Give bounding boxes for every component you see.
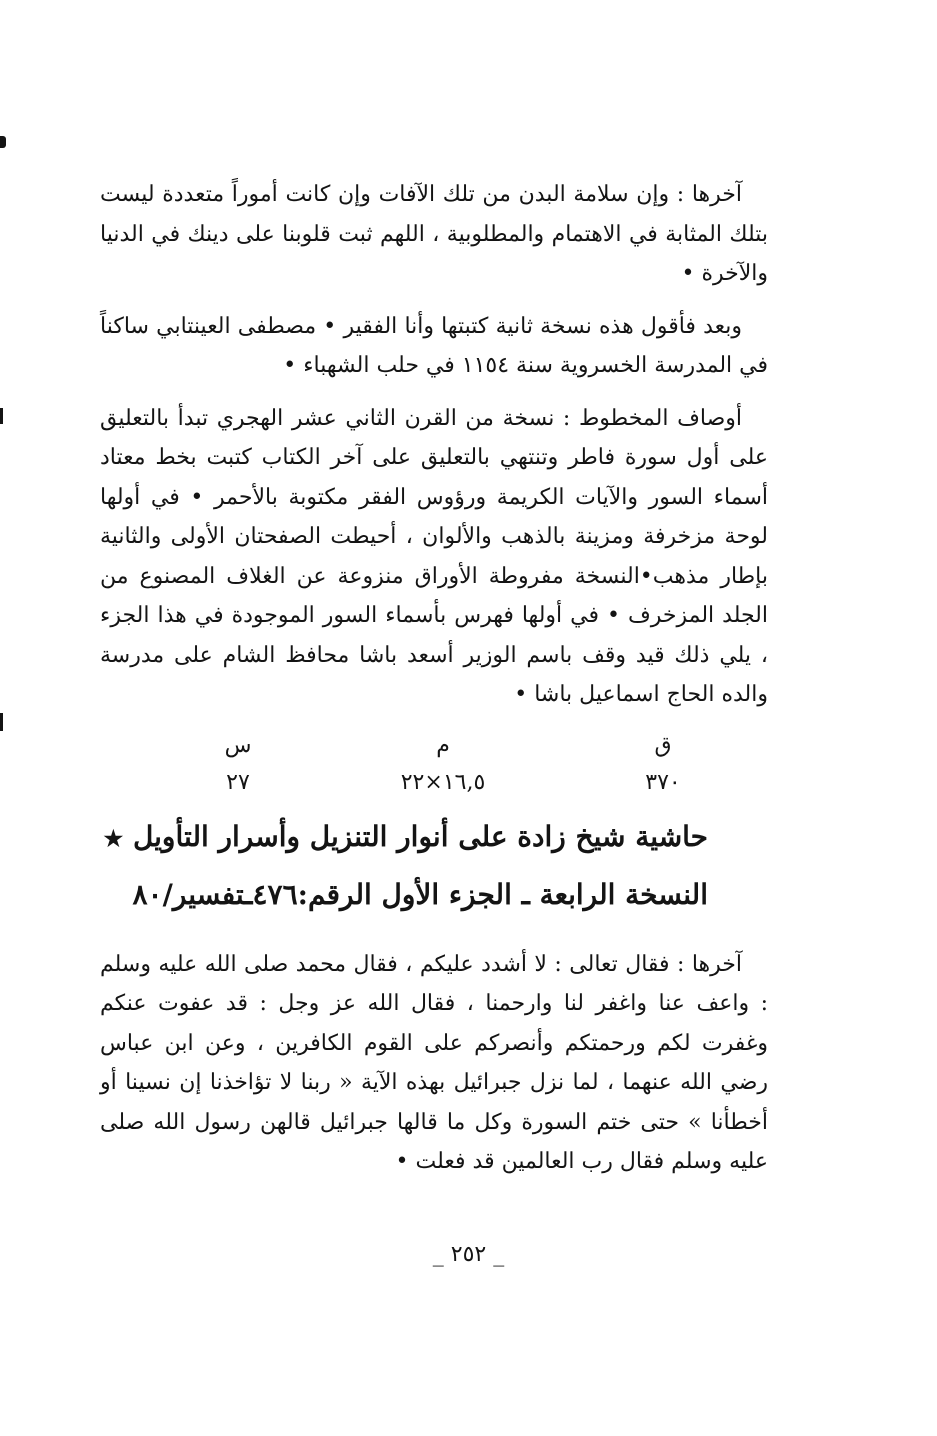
scan-edge-mark [0,408,3,424]
dimension-label: ق [654,732,672,758]
paragraph-text: آخرها : فقال تعالى : لا أشدد عليكم ، فقال محمد صلى الله عليه وسلم : واعف عنا واغفر لنا وارحمنا ، فقال الله عز وجل : قد عفوت عنكم وغفرت لكم ورحمتكم وأنصركم على القوم الكافرين ، وعن ابن عباس رضي الله عنهما ، لما نزل جبرائيل بهذه الآية « ربنا لا تؤاخذنا إن نسينا أو أخطأنا » حتى ختم السورة وكل ما قالها جبرائيل قالهن رسول الله صلى عليه وسلم فقال رب العالمين قد فعلت • [100,951,768,1174]
manuscript-description-paragraph [100,399,768,715]
paragraph-text: آخرها : وإن سلامة البدن من تلك الآفات وإن كانت أموراً متعددة ليست بتلك المثابة في الاهتمام والمطلوبية ، اللهم ثبت قلوبنا على دينك في الدنيا والآخرة • [100,182,768,286]
section-title [100,809,768,867]
dimension-lines [173,727,303,801]
dimension-label: س [224,732,252,758]
paragraph-text: وبعد فأقول هذه نسخة ثانية كتبتها وأنا الفقير • مصطفى العينتابي ساكناً في المدرسة الخسروية سنة ١١٥٤ في حلب الشهباء • [100,313,768,378]
manuscript-dimensions [100,727,768,805]
dimension-size [378,727,508,801]
scan-edge-mark [0,136,6,148]
subtitle-text: النسخة الرابعة ـ الجزء الأول الرقم:٤٧٦ـتفسير/٨٠ [132,877,708,911]
colophon-paragraph [100,307,768,386]
closing-text-paragraph [100,945,768,1182]
dimension-value: ١٦,٥×٢٢ [400,769,486,795]
dimension-value: ٢٧ [226,769,250,795]
paragraph-text: أوصاف المخطوط : نسخة من القرن الثاني عشر الهجري تبدأ بالتعليق على أول سورة فاطر وتنتهي بالتعليق على آخر الكتاب كتبت بخط معتاد أسماء السور والآيات الكريمة ورؤوس الفقر مكتوبة بالأحمر • في أولها لوحة مزخرفة ومزينة بالذهب والألوان ، أحيطت الصفحتان الأولى والثانية بإطار مذهب•النسخة مفروطة الأوراق منزوعة عن الغلاف المصنوع من الجلد المزخرف • في أولها فهرس بأسماء السور الموجودة في هذا الجزء ، يلي ذلك قيد وقف باسم الوزير أسعد باشا محافظ الشام على مدرسة والده الحاج اسماعيل باشا • [100,405,768,707]
dimension-leaves [598,727,728,801]
section-subtitle [100,867,768,923]
page-number: _ ٢٥٢ _ [432,1242,505,1267]
dimension-label: م [436,732,450,758]
closing-text-paragraph [100,175,768,294]
scan-edge-mark [0,713,3,731]
star-icon: ★ [103,825,124,852]
dimension-value: ٣٧٠ [645,769,681,795]
page-body [100,175,768,1182]
title-text: حاشية شيخ زادة على أنوار التنزيل وأسرار التأويل [132,819,708,853]
